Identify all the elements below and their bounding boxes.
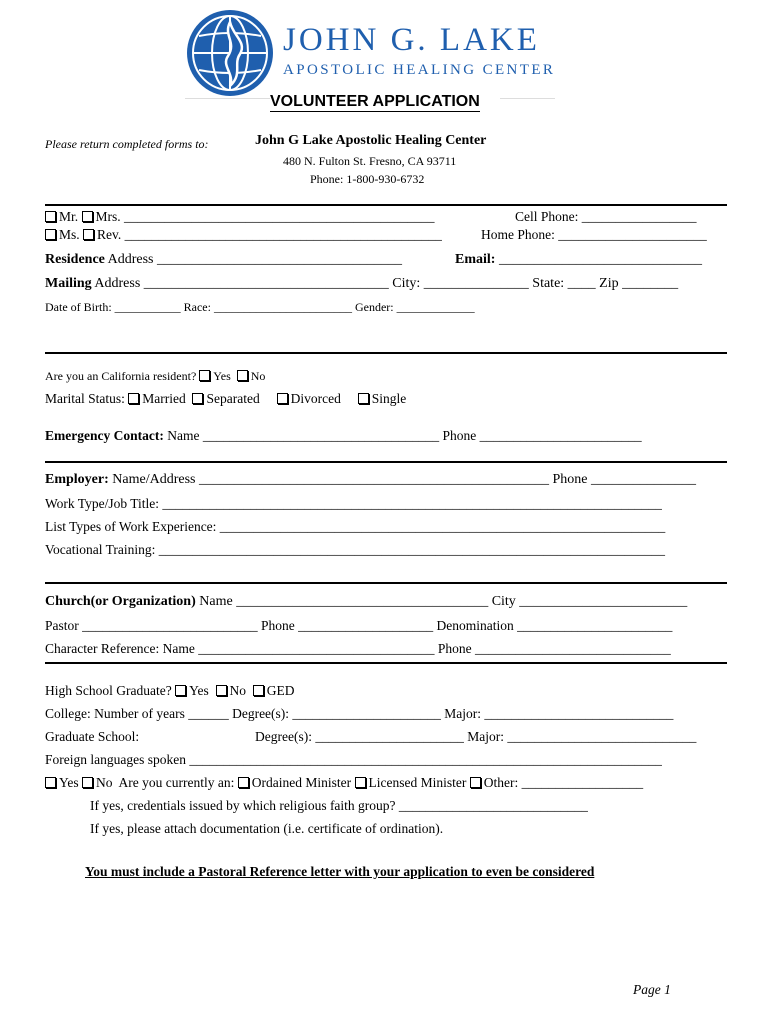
mrs-name-field[interactable]: Mrs. ______________________________________________ xyxy=(95,209,435,224)
separated-label: Separated xyxy=(206,391,260,406)
section-divider xyxy=(45,662,727,664)
org-name: JOHN G. LAKE xyxy=(283,22,540,58)
attach-note: If yes, please attach documentation (i.e. certificate of ordination). xyxy=(90,821,444,836)
resident-question xyxy=(45,369,265,384)
married-checkbox[interactable] xyxy=(128,393,139,404)
church-label: Church(or Organization) xyxy=(45,594,196,609)
residence-line[interactable]: Address ___________________________________ xyxy=(104,252,403,267)
married-label: Married xyxy=(142,391,186,406)
logo-block xyxy=(185,8,565,100)
page-number: Page 1 xyxy=(633,982,671,997)
globe-flame-logo-icon xyxy=(185,8,275,98)
email-field[interactable] xyxy=(455,252,702,268)
graduate-school-label: Graduate School: xyxy=(45,729,140,744)
graduate-school-field[interactable]: Degree(s): ______________________ Major: ____________________________ xyxy=(255,729,697,744)
email-label: Email: xyxy=(455,252,496,267)
foreign-languages-field[interactable]: Foreign languages spoken ______________________________________________________________________ xyxy=(45,752,662,767)
divorced-checkbox[interactable] xyxy=(277,393,288,404)
high-school-label: High School Graduate? xyxy=(45,683,172,698)
minister-no-checkbox[interactable] xyxy=(82,777,93,788)
pastor-field[interactable]: Pastor __________________________ Phone ____________________ Denomination _______________________ xyxy=(45,618,673,633)
section-divider xyxy=(45,204,727,206)
licensed-label: Licensed Minister xyxy=(368,775,467,790)
minister-yes-checkbox[interactable] xyxy=(45,777,56,788)
credentials-field[interactable]: If yes, credentials issued by which religious faith group? ____________________________ xyxy=(90,798,588,813)
pastoral-reference-notice: You must include a Pastoral Reference letter with your application to even be considered xyxy=(85,864,595,879)
ordained-label: Ordained Minister xyxy=(251,775,352,790)
title-underline-right xyxy=(500,98,555,99)
hs-yes-checkbox[interactable] xyxy=(175,685,186,696)
residence-address-field[interactable] xyxy=(45,252,402,268)
resident-yes-checkbox[interactable] xyxy=(199,370,210,381)
vocational-training-field[interactable]: Vocational Training: ___________________________________________________________________________ xyxy=(45,542,666,557)
mailing-label: Mailing xyxy=(45,276,92,291)
minister-yes-label: Yes xyxy=(59,775,79,790)
section-divider xyxy=(45,352,727,354)
residence-label: Residence xyxy=(45,252,105,267)
hs-yes-label: Yes xyxy=(189,683,209,698)
salutation-row-2 xyxy=(45,227,442,243)
church-field[interactable] xyxy=(45,594,687,610)
ms-checkbox[interactable] xyxy=(45,229,56,240)
minister-question: Are you currently an: xyxy=(118,775,235,790)
work-experience-field[interactable]: List Types of Work Experience: __________________________________________________________________ xyxy=(45,519,666,534)
mrs-checkbox[interactable] xyxy=(82,211,93,222)
return-phone: Phone: 1-800-930-6732 xyxy=(310,172,425,186)
employer-label: Employer: xyxy=(45,472,109,487)
emergency-line[interactable]: Name ___________________________________ Phone ________________________ xyxy=(163,428,642,443)
divorced-label: Divorced xyxy=(290,391,341,406)
return-label: Please return completed forms to: xyxy=(45,137,209,151)
dob-race-gender-field[interactable]: Date of Birth: ___________ Race: _______________________ Gender: _____________ xyxy=(45,300,475,314)
resident-no-label: No xyxy=(250,369,266,383)
single-label: Single xyxy=(371,391,407,406)
mr-label: Mr. xyxy=(59,209,79,224)
licensed-checkbox[interactable] xyxy=(355,777,366,788)
section-divider xyxy=(45,582,727,584)
hs-no-checkbox[interactable] xyxy=(216,685,227,696)
church-line[interactable]: Name ____________________________________ City ________________________ xyxy=(195,594,688,609)
emergency-label: Emergency Contact: xyxy=(45,428,164,443)
high-school-row xyxy=(45,683,295,699)
mr-checkbox[interactable] xyxy=(45,211,56,222)
employer-line[interactable]: Name/Address __________________________________________________ Phone _______________ xyxy=(108,472,696,487)
return-address: 480 N. Fulton St. Fresno, CA 93711 xyxy=(283,154,457,168)
salutation-row-1 xyxy=(45,209,435,225)
ms-label: Ms. xyxy=(59,227,80,242)
single-checkbox[interactable] xyxy=(358,393,369,404)
title-underline-left xyxy=(185,98,270,99)
form-title: VOLUNTEER APPLICATION xyxy=(270,93,480,110)
college-field[interactable]: College: Number of years ______ Degree(s): ______________________ Major: ____________________________ xyxy=(45,706,674,721)
other-checkbox[interactable] xyxy=(470,777,481,788)
marital-status-row xyxy=(45,391,406,407)
minister-row xyxy=(45,775,643,791)
return-org: John G Lake Apostolic Healing Center xyxy=(255,133,487,148)
email-line[interactable]: _____________________________ xyxy=(498,252,702,267)
rev-name-field[interactable]: Rev. _______________________________________________ xyxy=(97,227,442,242)
section-divider xyxy=(45,461,727,463)
ged-label: GED xyxy=(266,683,295,698)
other-field[interactable]: Other: __________________ xyxy=(483,775,644,790)
separated-checkbox[interactable] xyxy=(192,393,203,404)
cell-phone-field[interactable]: Cell Phone: _________________ xyxy=(515,209,697,224)
resident-no-checkbox[interactable] xyxy=(237,370,248,381)
employer-field[interactable] xyxy=(45,472,696,488)
minister-no-label: No xyxy=(96,775,113,790)
rev-checkbox[interactable] xyxy=(83,229,94,240)
ordained-checkbox[interactable] xyxy=(238,777,249,788)
character-reference-field[interactable]: Character Reference: Name ___________________________________ Phone _____________________________ xyxy=(45,641,671,656)
emergency-contact-field[interactable] xyxy=(45,428,642,444)
resident-label: Are you an California resident? xyxy=(45,369,197,383)
mailing-address-field[interactable] xyxy=(45,276,678,292)
home-phone-field[interactable]: Home Phone: ______________________ xyxy=(481,227,707,242)
org-subtitle: APOSTOLIC HEALING CENTER xyxy=(283,62,556,78)
hs-no-label: No xyxy=(229,683,246,698)
mailing-line[interactable]: Address ___________________________________ City: _______________ State: ____ Zip ________ xyxy=(91,276,679,291)
resident-yes-label: Yes xyxy=(213,369,231,383)
marital-label: Marital Status: xyxy=(45,391,125,406)
ged-checkbox[interactable] xyxy=(253,685,264,696)
work-type-field[interactable]: Work Type/Job Title: __________________________________________________________________________ xyxy=(45,496,662,511)
